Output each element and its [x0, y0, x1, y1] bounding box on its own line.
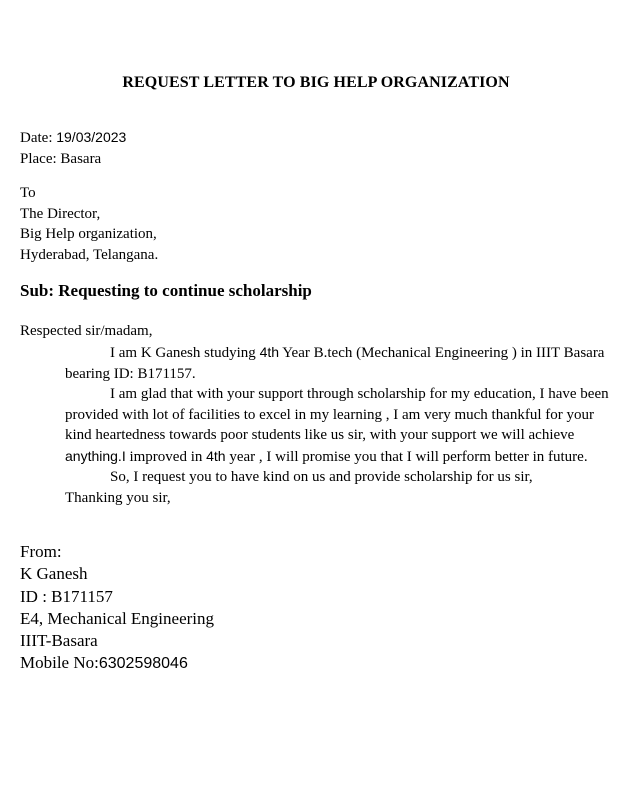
sender-branch: E4, Mechanical Engineering — [20, 608, 215, 628]
body-paragraph-3: So, I request you to have kind on us and provide scholarship for us sir, — [110, 469, 533, 485]
date-line — [20, 127, 126, 149]
paragraph-1-year: 4th — [259, 344, 280, 360]
closing-line: Thanking you sir, — [65, 489, 171, 506]
recipient-line-3: Hyderabad, Telangana. — [20, 246, 159, 263]
letter-body — [65, 342, 620, 508]
salutation: Respected sir/madam, — [20, 323, 153, 339]
letter-title: REQUEST LETTER TO BIG HELP ORGANIZATION — [122, 74, 510, 91]
paragraph-1-text-a: I am K Ganesh studying — [110, 345, 260, 361]
date-place-block — [20, 127, 126, 169]
paragraph-2-year: 4th — [206, 447, 226, 464]
paragraph-2-text-a: I am glad that with your support through scholarship for my education, I have been provided with lot of facilities to excel in my learning , I am very much thankful for your kind heartedness towards poor students like us sir, with your support we will achieve — [65, 386, 609, 443]
body-paragraph-2 — [65, 384, 620, 467]
date-value: 19/03/2023 — [56, 129, 127, 145]
sender-mobile — [20, 652, 214, 675]
recipient-line-1: The Director, — [20, 205, 101, 222]
sender-mobile-number: 6302598046 — [98, 655, 188, 673]
sender-id: ID : B171157 — [20, 586, 113, 606]
sender-block — [20, 541, 214, 676]
recipient-line-2: Big Help organization, — [20, 226, 157, 242]
paragraph-2-text-c: year , I will promise you that I will perform better in future. — [225, 448, 588, 465]
place-line — [20, 149, 126, 170]
sender-name: K Ganesh — [20, 564, 88, 584]
sender-from-label: From: — [20, 542, 62, 561]
subject-line: Sub: Requesting to continue scholarship — [20, 281, 312, 300]
date-label: Date: — [20, 130, 57, 146]
body-paragraph-1 — [65, 342, 620, 384]
place-label: Place: — [20, 150, 61, 167]
paragraph-1-text-b: Year B.tech (Mechanical Engineering ) in IIIT Basara bearing ID: B171157. — [65, 345, 605, 382]
recipient-address — [20, 183, 158, 265]
paragraph-2-text-b: improved in — [125, 448, 207, 465]
paragraph-2-anything: anything.I — [65, 447, 126, 464]
sender-mobile-label: Mobile No: — [20, 653, 99, 673]
place-value: Basara — [60, 150, 102, 167]
recipient-to: To — [20, 185, 36, 201]
sender-college: IIIT-Basara — [20, 631, 98, 651]
